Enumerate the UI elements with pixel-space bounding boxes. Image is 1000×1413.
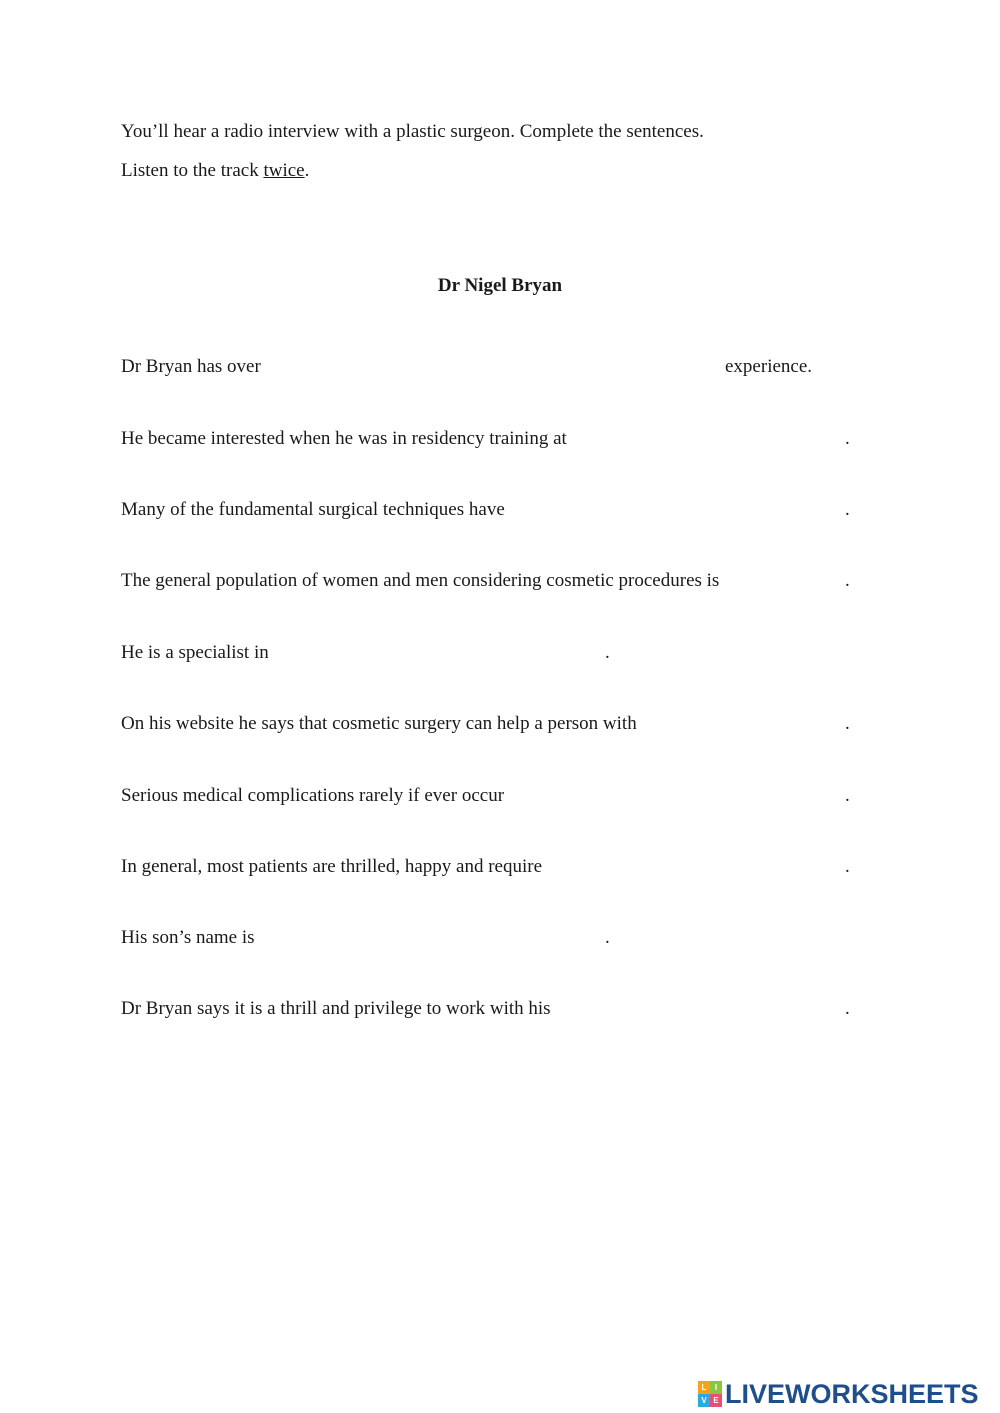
answer-input-3[interactable]: [535, 495, 838, 523]
liveworksheets-wordmark: LIVEWORKSHEETS: [725, 1378, 979, 1409]
instructions-line-2-end: .: [304, 160, 310, 181]
sentence-suffix: .: [845, 570, 850, 591]
sentence-row: [0, 855, 1000, 881]
sentence-suffix: .: [845, 713, 850, 734]
sentence-prefix: The general population of women and men considering cosmetic procedures is: [121, 570, 720, 591]
sentence-row: [0, 498, 1000, 524]
sentence-suffix: .: [605, 927, 610, 948]
sentence-suffix: experience.: [725, 356, 813, 377]
logo-letter-v: V: [698, 1394, 710, 1407]
sentence-row: [0, 641, 1000, 667]
sentence-row: [0, 355, 1000, 381]
sentence-prefix: In general, most patients are thrilled, happy and require: [121, 856, 543, 877]
answer-input-9[interactable]: [270, 923, 598, 951]
sentence-suffix: .: [845, 499, 850, 520]
sentence-row: [0, 926, 1000, 952]
sentence-suffix: .: [605, 642, 610, 663]
liveworksheets-icon: [698, 1381, 722, 1407]
sentence-row: [0, 784, 1000, 810]
answer-input-5[interactable]: [284, 638, 598, 666]
logo-letter-l: L: [698, 1381, 710, 1394]
instructions-line-2: [121, 159, 309, 183]
sentence-prefix: Serious medical complications rarely if ever occur: [121, 785, 505, 806]
sentence-suffix: .: [845, 785, 850, 806]
sentence-row: [0, 569, 1000, 595]
sentence-prefix: He became interested when he was in residency training at: [121, 428, 567, 449]
answer-input-7[interactable]: [534, 781, 840, 809]
answer-input-1[interactable]: [275, 352, 715, 380]
sentence-prefix: Dr Bryan says it is a thrill and privilege to work with his: [121, 998, 551, 1019]
instructions-emphasis: twice: [263, 160, 305, 181]
sentence-suffix: .: [845, 428, 850, 449]
sentence-prefix: Many of the fundamental surgical techniques have: [121, 499, 505, 520]
answer-input-2[interactable]: [598, 424, 838, 452]
logo-letter-i: I: [710, 1381, 722, 1394]
sentence-row: [0, 427, 1000, 453]
answer-input-4[interactable]: [762, 566, 840, 594]
sentence-suffix: .: [845, 998, 850, 1019]
sentence-row: [0, 712, 1000, 738]
sentence-prefix: Dr Bryan has over: [121, 356, 261, 377]
worksheet-title: Dr Nigel Bryan: [437, 275, 563, 296]
sentence-prefix: His son’s name is: [121, 927, 255, 948]
sentence-suffix: .: [845, 856, 850, 877]
answer-input-8[interactable]: [573, 852, 840, 880]
answer-input-6[interactable]: [674, 709, 840, 737]
logo-letter-e: E: [710, 1394, 722, 1407]
instructions-line-1: You’ll hear a radio interview with a plastic surgeon. Complete the sentences.: [121, 121, 704, 142]
sentence-prefix: On his website he says that cosmetic surgery can help a person with: [121, 713, 637, 734]
answer-input-10[interactable]: [583, 994, 840, 1022]
liveworksheets-logo: [698, 1379, 979, 1409]
instructions-line-2-start: Listen to the track: [121, 160, 264, 181]
sentence-prefix: He is a specialist in: [121, 642, 269, 663]
sentence-row: [0, 997, 1000, 1023]
